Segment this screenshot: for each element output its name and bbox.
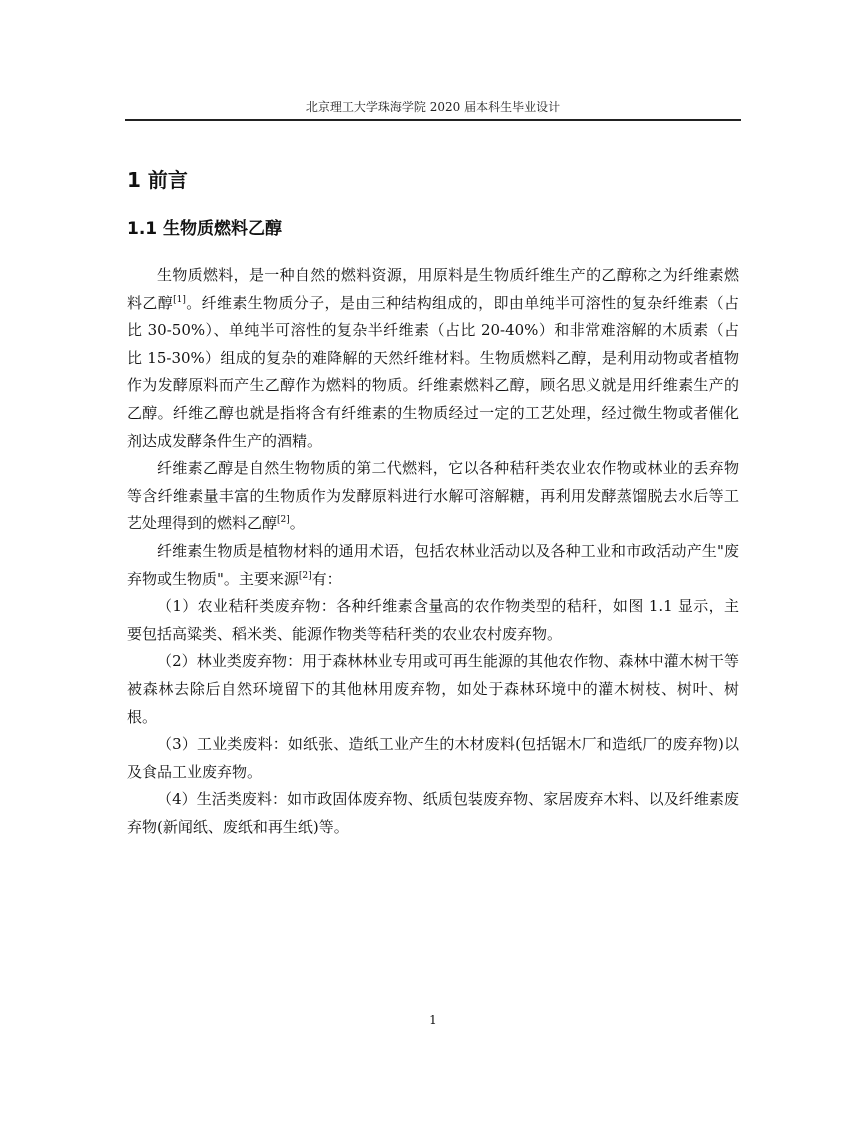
text-run: 。: [289, 514, 305, 533]
section-heading: 1.1 生物质燃料乙醇: [127, 219, 283, 239]
citation-ref: [2]: [277, 515, 290, 526]
list-item-paragraph: [127, 648, 739, 731]
page-header: 北京理工大学珠海学院 2020 届本科生毕业设计: [305, 100, 561, 114]
chapter-heading: 1 前言: [127, 168, 188, 192]
list-item-paragraph: [127, 731, 739, 786]
citation-ref: [2]: [298, 570, 312, 581]
paragraph: [127, 262, 739, 455]
citation-ref: [1]: [173, 294, 186, 305]
list-item-paragraph: [127, 593, 739, 648]
text-run: （1）农业秸秆类废弃物：各种纤维素含量高的农作物类型的秸秆，如图 1.1 显示，主要包括高粱类、稻米类、能源作物类等秸秆类的农业农村废弃物。: [127, 597, 739, 643]
text-run: （2）林业类废弃物：用于森林林业专用或可再生能源的其他农作物、森林中灌木树干等被森林去除后自然环境留下的其他林用废弃物，如处于森林环境中的灌木树枝、树叶、树根。: [127, 652, 739, 726]
page-number: 1: [429, 1013, 437, 1027]
text-run: 纤维素生物质是植物材料的通用术语，包括农林业活动以及各种工业和市政活动产生"废弃物或生物质"。主要来源: [127, 541, 739, 588]
header-rule: [125, 119, 741, 121]
text-run: （4）生活类废料：如市政固体废弃物、纸质包装废弃物、家居废弃木料、以及纤维素废弃物(新闻纸、废纸和再生纸)等。: [127, 790, 739, 836]
paragraph: [127, 455, 739, 538]
paragraph: [127, 538, 739, 593]
text-run: 纤维素乙醇是自然生物物质的第二代燃料，它以各种秸秆类农业农作物或林业的丢弃物等含纤维素量丰富的生物质作为发酵原料进行水解可溶解糖，再利用发酵蒸馏脱去水后等工艺处理得到的燃料乙醇: [127, 459, 739, 533]
text-run: 有：: [311, 569, 342, 588]
list-item-paragraph: [127, 786, 739, 841]
text-run: （3）工业类废料：如纸张、造纸工业产生的木材废料(包括锯木厂和造纸厂的废弃物)以及食品工业废弃物。: [127, 735, 739, 781]
text-run: 。纤维素生物质分子，是由三种结构组成的，即由单纯半可溶性的复杂纤维素（占比 30-50%）、单纯半可溶性的复杂半纤维素（占比 20-40%）和非常难溶解的木质素（占比 15-30%）组成的复杂的难降解的天然纤维材料。生物质燃料乙醇，是利用动物或者植物作为发酵原料而产生乙醇作为燃料的物质。纤维素燃料乙醇，顾名思义就是用纤维素生产的乙醇。纤维乙醇也就是指将含有纤维素的生物质经过一定的工艺处理，经过微生物或者催化剂达成发酵条件生产的酒精。: [127, 293, 739, 450]
text-run: 生物质燃料，是一种自然的燃料资源，用原料是生物质纤维生产的乙醇称之为纤维素燃料乙醇: [127, 266, 739, 312]
body-text: [127, 262, 739, 841]
